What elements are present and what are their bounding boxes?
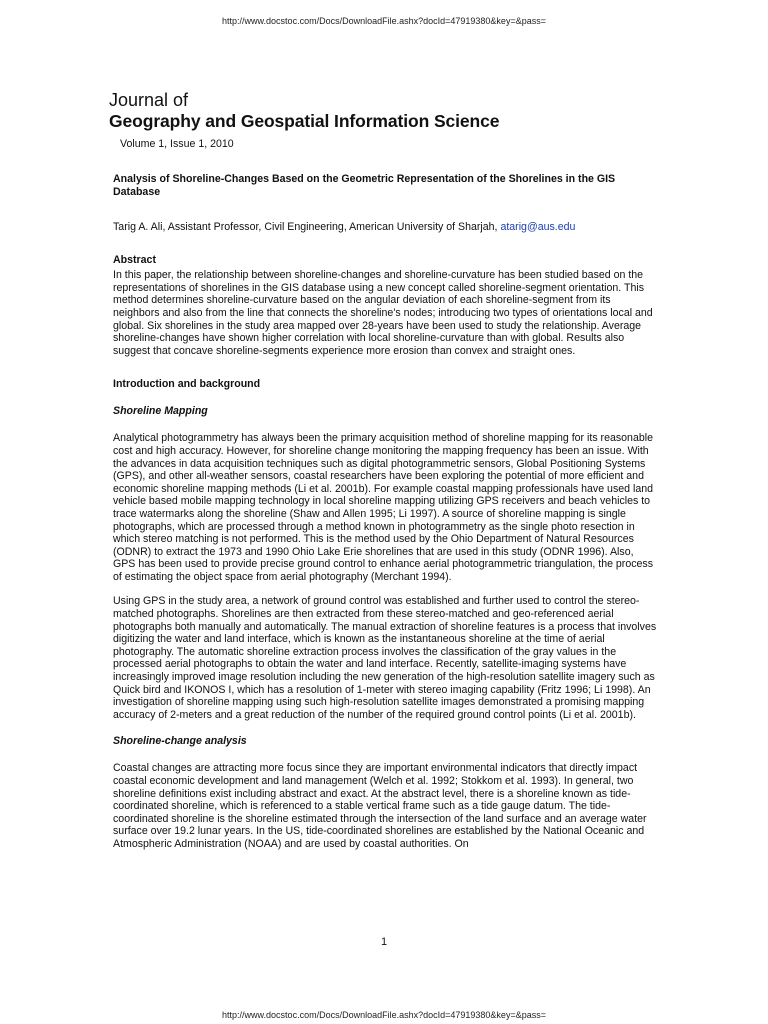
journal-masthead bbox=[109, 90, 499, 132]
shoreline-change-heading: Shoreline-change analysis bbox=[113, 735, 247, 748]
journal-name-line2: Geography and Geospatial Information Science bbox=[109, 111, 500, 131]
author-line bbox=[113, 221, 658, 234]
abstract-heading: Abstract bbox=[113, 254, 156, 267]
paper-title: Analysis of Shoreline-Changes Based on the Geometric Representation of the Shorelines in the GIS Database bbox=[113, 172, 616, 198]
intro-heading: Introduction and background bbox=[113, 378, 261, 391]
abstract-text: In this paper, the relationship between shoreline-changes and shoreline-curvature has been studied based on the representations of shorelines in the GIS database using a new concept called shoreline-segment orientation. This method determines shoreline-curvature based on the angular deviation of each shoreline-segment from its neighbors and also from the line that connects the shoreline's nodes; introducing two types of orientations local and global. Six shorelines in the study area mapped over 28-years have been used to study the relationship. Average shoreline-changes have shown higher correlation with local shoreline-curvature than with global. Results also suggest that concave shoreline-segments experience more erosion than convex and straight ones. bbox=[113, 269, 653, 357]
footer-url: http://www.docstoc.com/Docs/DownloadFile.ashx?docId=47919380&key=&pass= bbox=[222, 1010, 546, 1020]
shoreline-change-para: Coastal changes are attracting more focus since they are important environmental indicators that directly impact coastal economic development and land management (Welch et al. 1992; Stokkom et al. 1993). In general, two shoreline definitions exist including abstract and exact. At the abstract level, there is a shoreline known as tide-coordinated shoreline, which is referenced to a stable vertical frame such as a tide gauge datum. The tide-coordinated shoreline is the shoreline estimated through the intersection of the land surface and an average water surface over 19.2 lunar years. In the US, tide-coordinated shorelines are established by the National Oceanic and Atmospheric Administration (NOAA) and are used by coastal authorities. On bbox=[113, 762, 647, 850]
shoreline-mapping-para-1: Analytical photogrammetry has always been the primary acquisition method of shoreline mapping for its reasonable cost and high accuracy. However, for shoreline change monitoring the mapping frequency has been an issue. With the advances in data acquisition techniques such as digital photogrammetric sensors, Global Positioning Systems (GPS), and other all-weather sensors, coastal researchers have been exploring the potential of more efficient and economic shoreline mapping methods (Li et al. 2001b). For example coastal mapping professionals have used land vehicle based mobile mapping technology in local shoreline mapping utilizing GPS receivers and beach vehicles to trace watermarks along the shoreline (Shaw and Allen 1995; Li 1997). A source of shoreline mapping is single photographs, which are processed through a method known in photogrammetry as the single photo resection in which stereo matching is not performed. This is the method used by the Ohio Department of Natural Resources (ODNR) to extract the 1973 and 1990 Ohio Lake Erie shorelines that are used in this study (ODNR 1996). Also, GPS has been used to provide precise ground control to enhance aerial photogrammetric triangulation, the process of estimating the object space from aerial photography (Merchant 1994). bbox=[113, 432, 654, 583]
shoreline-mapping-para-2: Using GPS in the study area, a network of ground control was established and further used to control the stereo-matched photographs. Shorelines are then extracted from these stereo-matched and geo-referenced aerial photographs both manually and automatically. The manual extraction of shoreline features is a process that involves digitizing the water and land interface, which is known as the instantaneous shoreline at the time of aerial photography. The automatic shoreline extraction process involves the classification of the gray values in the processed aerial photographs to obtain the water and land interface. Recently, satellite-imaging systems have increasingly improved image resolution including the new generation of the high-resolution satellite imagery such as Quick bird and IKONOS I, which has a resolution of 1-meter with stereo imaging capability (Fritz 1996; Li 1998). An investigation of shoreline mapping using such high-resolution satellite images demonstrated a promising mapping accuracy of 2-meters and a great reduction of the number of the required ground control points (Li et al. 2001b). bbox=[113, 595, 657, 721]
volume-issue: Volume 1, Issue 1, 2010 bbox=[120, 138, 234, 150]
article-body bbox=[113, 138, 658, 851]
page-number: 1 bbox=[380, 936, 388, 948]
author-email-link[interactable]: atarig@aus.edu bbox=[500, 220, 576, 233]
journal-name-line1: Journal of bbox=[109, 90, 189, 110]
shoreline-mapping-heading: Shoreline Mapping bbox=[113, 405, 208, 418]
author-affiliation: Tarig A. Ali, Assistant Professor, Civil Engineering, American University of Sharjah, bbox=[113, 220, 498, 233]
header-url: http://www.docstoc.com/Docs/DownloadFile.ashx?docId=47919380&key=&pass= bbox=[222, 16, 546, 26]
